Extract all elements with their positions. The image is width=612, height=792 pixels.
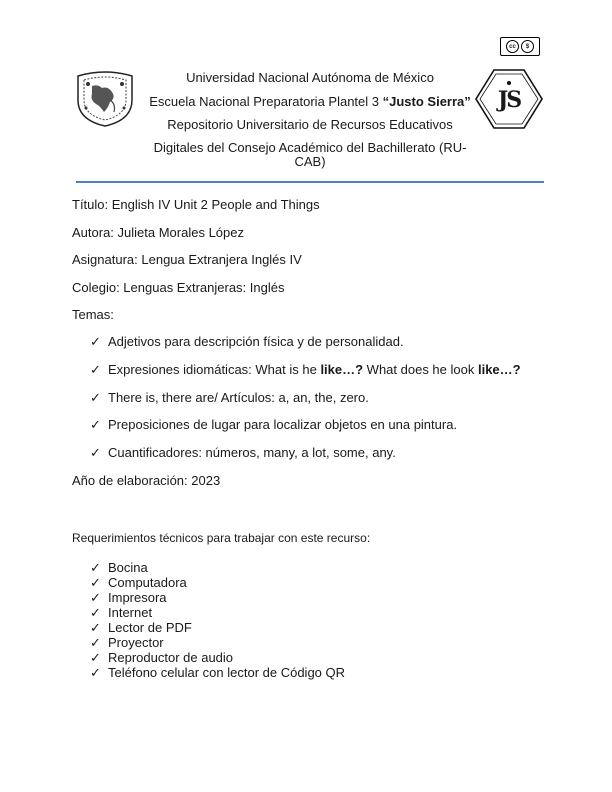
topic-text: Cuantificadores: números, many, a lot, some, any.	[108, 445, 396, 460]
topic-item	[90, 445, 396, 461]
requirement-item	[90, 635, 164, 651]
header-repository: Repositorio Universitario de Recursos Educativos	[167, 117, 453, 132]
requirement-item	[90, 575, 187, 591]
checkmark-icon: ✓	[90, 650, 101, 665]
checkmark-icon: ✓	[90, 635, 101, 650]
checkmark-icon: ✓	[90, 334, 101, 349]
checkmark-icon: ✓	[90, 560, 101, 575]
requirement-text: Teléfono celular con lector de Código QR	[108, 665, 346, 680]
requirements-label: Requerimientos técnicos para trabajar con este recurso:	[72, 531, 371, 545]
topic-text-bold: like…?	[320, 362, 364, 377]
checkmark-icon: ✓	[90, 605, 101, 620]
header-university: Universidad Nacional Autónoma de México	[186, 70, 434, 85]
title-field: Título: English IV Unit 2 People and Things	[72, 197, 320, 212]
requirement-item	[90, 665, 345, 681]
cc-icon: cc	[506, 40, 519, 53]
subject-field: Asignatura: Lengua Extranjera Inglés IV	[72, 252, 302, 267]
header-divider	[76, 181, 544, 183]
unam-seal-logo	[74, 70, 136, 128]
checkmark-icon: ✓	[90, 665, 101, 680]
requirement-item	[90, 605, 152, 621]
noncommercial-icon: $	[521, 40, 534, 53]
topic-item	[90, 390, 369, 406]
checkmark-icon: ✓	[90, 390, 101, 405]
checkmark-icon: ✓	[90, 362, 101, 377]
topic-item	[90, 362, 521, 378]
requirement-text: Proyector	[108, 635, 164, 650]
requirement-item	[90, 650, 233, 666]
checkmark-icon: ✓	[90, 417, 101, 432]
checkmark-icon: ✓	[90, 620, 101, 635]
enp-logo	[474, 68, 544, 130]
requirement-text: Internet	[108, 605, 153, 620]
topic-item	[90, 417, 457, 433]
topic-item	[90, 334, 404, 350]
topic-text: There is, there are/ Artículos: a, an, the, zero.	[108, 390, 369, 405]
header-school-name: Escuela Nacional Preparatoria Plantel 3	[149, 94, 383, 109]
checkmark-icon: ✓	[90, 575, 101, 590]
requirement-text: Impresora	[108, 590, 167, 605]
topic-text: Expresiones idiomáticas: What is he	[108, 362, 321, 377]
topics-label: Temas:	[72, 307, 114, 322]
topic-text: Adjetivos para descripción física y de personalidad.	[108, 334, 404, 349]
topic-text: Preposiciones de lugar para localizar objetos en una pintura.	[108, 417, 458, 432]
year-field: Año de elaboración: 2023	[72, 473, 221, 488]
header-school	[140, 94, 480, 110]
requirement-item	[90, 590, 167, 606]
topic-text: What does he look	[363, 362, 478, 377]
enp-logo-letters: JS	[497, 87, 521, 113]
header-council-line1: Digitales del Consejo Académico del Bachillerato (RU-	[153, 140, 467, 155]
requirement-item	[90, 560, 148, 576]
topic-text-bold: like…?	[477, 362, 521, 377]
creative-commons-badge	[500, 37, 540, 56]
checkmark-icon: ✓	[90, 590, 101, 605]
requirement-item	[90, 620, 192, 636]
college-field: Colegio: Lenguas Extranjeras: Inglés	[72, 280, 285, 295]
header-council-line2: CAB)	[294, 154, 326, 169]
requirement-text: Lector de PDF	[108, 620, 192, 635]
requirement-text: Reproductor de audio	[108, 650, 234, 665]
checkmark-icon: ✓	[90, 445, 101, 460]
author-field: Autora: Julieta Morales López	[72, 225, 244, 240]
requirement-text: Bocina	[108, 560, 148, 575]
requirement-text: Computadora	[108, 575, 187, 590]
header-school-bold: “Justo Sierra”	[382, 94, 471, 109]
